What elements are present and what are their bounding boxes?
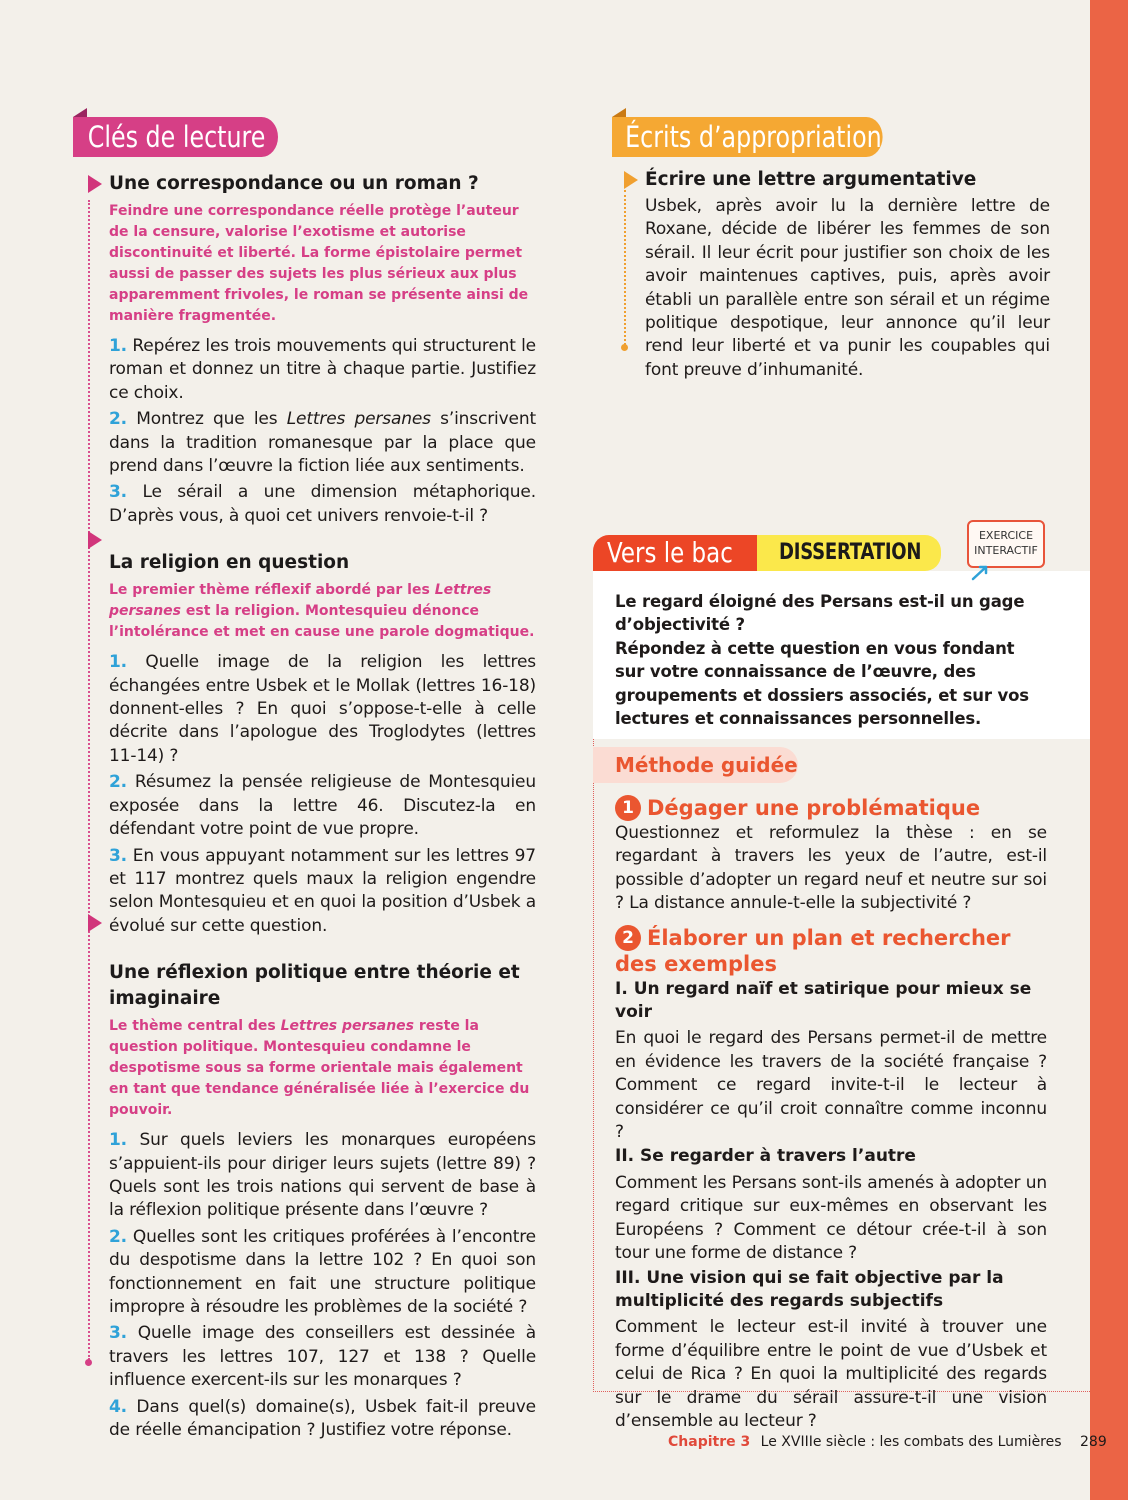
question: 2. Résumez la pensée religieuse de Montesquieu exposée dans la lettre 46. Discutez-la en défendant votre point de vue propre. <box>109 772 536 840</box>
section-title: Écrire une lettre argumentative <box>645 169 977 190</box>
section-politique <box>109 960 536 1442</box>
bac-question-content <box>615 590 1047 730</box>
cursor-icon <box>970 563 990 581</box>
exercice-label: EXERCICE <box>978 529 1034 542</box>
page-footer <box>668 1432 1107 1452</box>
title-notch <box>612 108 626 117</box>
bac-method-content <box>615 795 1047 1433</box>
ecrits-section <box>645 167 1050 382</box>
arrow-icon <box>88 914 102 932</box>
question: 1. Sur quels leviers les monarques européens s’appuient-ils pour diriger leurs sujets (lettre 89) ? Quels sont les trois nations qui servent de base à la réflexion politique présente dans l’œuvre ? <box>109 1130 536 1221</box>
left-dotted-line <box>88 200 90 1360</box>
bac-question: Le regard éloigné des Persans est-il un gage d’objectivité ? <box>615 592 1025 635</box>
bac-instruction: Répondez à cette question en vous fondant sur votre connaissance de l’œuvre, des groupements et dossiers associés, et sur vos lectures et connaissances personnelles. <box>615 638 1029 729</box>
section-title: Une correspondance ou un roman ? <box>109 173 479 194</box>
arrow-icon <box>88 531 102 549</box>
section-title: Une réflexion politique entre théorie et imaginaire <box>109 962 520 1010</box>
plan-part-text: Comment les Persans sont-ils amenés à adopter un regard critique sur eux-mêmes en observant les Européens ? Comment ce détour crée-t-il à son tour une forme de distance ? <box>615 1172 1047 1264</box>
ecrits-appropriation-title: Écrits d’appropriation <box>612 117 883 157</box>
section-correspondance <box>109 171 536 528</box>
step-1-title: 1 Dégager une problématique <box>615 795 1047 821</box>
question: 2. Quelles sont les critiques proférées à l’encontre du despotisme dans la lettre 102 ? En quoi son fonctionnement en fait une structure politique impropre à résoudre les problèmes de la société ? <box>109 1226 536 1317</box>
section-title: La religion en question <box>109 552 350 574</box>
vers-le-bac-title: Vers le bac <box>593 535 759 571</box>
section-text: Usbek, après avoir lu la dernière lettre de Roxane, décide de libérer les femmes de son sérail. Il leur écrit pour justifier son choix de les avoir maintenues captives, puis, après avoir établi un parallèle entre son sérail et un régime politique despotique, leur annonce qu’il leur rend leur liberté et va punir les coupables qui font preuve d’inhumanité. <box>645 196 1050 380</box>
plan-part-text: Comment le lecteur est-il invité à trouver une forme d’équilibre entre le point de vue d’Usbek et celui de Rica ? En quoi la multiplicité des regards sur le drame du sérail assure-t-il une vision d’ensemble au lecteur ? <box>615 1317 1047 1431</box>
question: 3. Quelle image des conseillers est dessinée à travers les lettres 107, 127 et 138 ? Quelle influence exercent-ils sur les monarques ? <box>109 1323 536 1391</box>
plan-part-heading: I. Un regard naïf et satirique pour mieux se voir <box>615 978 1032 1023</box>
section-intro: Le premier thème réflexif abordé par les Lettres persanes est la religion. Montesquieu dénonce l’intolérance et met en cause une parole dogmatique. <box>109 582 535 641</box>
step-number-badge: 1 <box>615 795 641 821</box>
title-notch <box>73 108 87 117</box>
arrow-icon <box>88 175 102 193</box>
left-column <box>109 171 536 1442</box>
footer-chapter: Chapitre 3 <box>668 1434 751 1450</box>
section-intro: Le thème central des Lettres persanes reste la question politique. Montesquieu condamne le despotisme sous sa forme orientale mais également en tant que tendance généralisée liée à l’exercice du pouvoir. <box>109 1018 530 1119</box>
question: 4. Dans quel(s) domaine(s), Usbek fait-il preuve de réelle émancipation ? Justifiez votre réponse. <box>109 1396 536 1440</box>
right-dotted-line <box>624 190 626 345</box>
page-edge-band <box>1090 0 1128 1500</box>
question: 1. Quelle image de la religion les lettres échangées entre Usbek et le Mollak (lettres 16-18) donnent-elles ? En quoi s’oppose-t-elle à celle décrite dans l’apologue des Troglodytes (lettres 11-14) ? <box>109 652 536 766</box>
question: 3. Le sérail a une dimension métaphorique. D’après vous, à quoi cet univers renvoie-t-il ? <box>109 482 536 526</box>
question: 3. En vous appuyant notamment sur les lettres 97 et 117 montrez quels maux la religion engendre selon Montesquieu et en quoi la position d’Usbek a évolué sur cette question. <box>109 845 536 936</box>
step-number-badge: 2 <box>615 925 641 951</box>
question: 2. Montrez que les Lettres persanes s’inscrivent dans la tradition romanesque par la place que prend dans l’œuvre la fiction liée aux sentiments. <box>109 409 536 477</box>
plan-part-heading: II. Se regarder à travers l’autre <box>615 1146 916 1167</box>
plan-part-text: En quoi le regard des Persans permet-il de mettre en évidence les travers de la société française ? Comment ce regard invite-t-il le lecteur à considérer ce qu’il croit connaître comme inconnu ? <box>615 1028 1047 1143</box>
page-number: 289 <box>1080 1434 1107 1450</box>
dissertation-label: DISSERTATION <box>757 535 941 571</box>
plan-part-heading: III. Une vision qui se fait objective par la multiplicité des regards subjectifs <box>615 1267 1004 1311</box>
cles-de-lecture-title: Clés de lecture <box>73 117 278 157</box>
exercice-interactif-button[interactable] <box>967 520 1045 568</box>
step-1-text: Questionnez et reformulez la thèse : en se regardant à travers les yeux de l’autre, est-il possible d’adopter un regard neuf et neutre sur soi ? La distance annule-t-elle la subjectivité ? <box>615 823 1047 914</box>
methode-guidee-label: Méthode guidée <box>593 747 798 783</box>
question: 1. Repérez les trois mouvements qui structurent le roman et donnez un titre à chaque partie. Justifiez ce choix. <box>109 336 536 403</box>
section-intro: Feindre une correspondance réelle protège l’auteur de la censure, valorise l’exotisme et autorise discontinuité et liberté. La forme épistolaire permet aussi de passer des sujets les plus sérieux aux plus apparemment frivoles, le roman se présente ainsi de manière fragmentée. <box>109 203 529 324</box>
arrow-icon <box>624 171 638 189</box>
interactif-label: INTERACTIF <box>974 544 1038 557</box>
section-religion <box>109 550 536 938</box>
step-2-title: 2 Élaborer un plan et rechercher des exemples <box>615 925 1011 976</box>
footer-text: Le XVIIIe siècle : les combats des Lumières <box>760 1434 1062 1450</box>
left-dot-end <box>85 1359 92 1366</box>
right-dot-end <box>621 344 628 351</box>
